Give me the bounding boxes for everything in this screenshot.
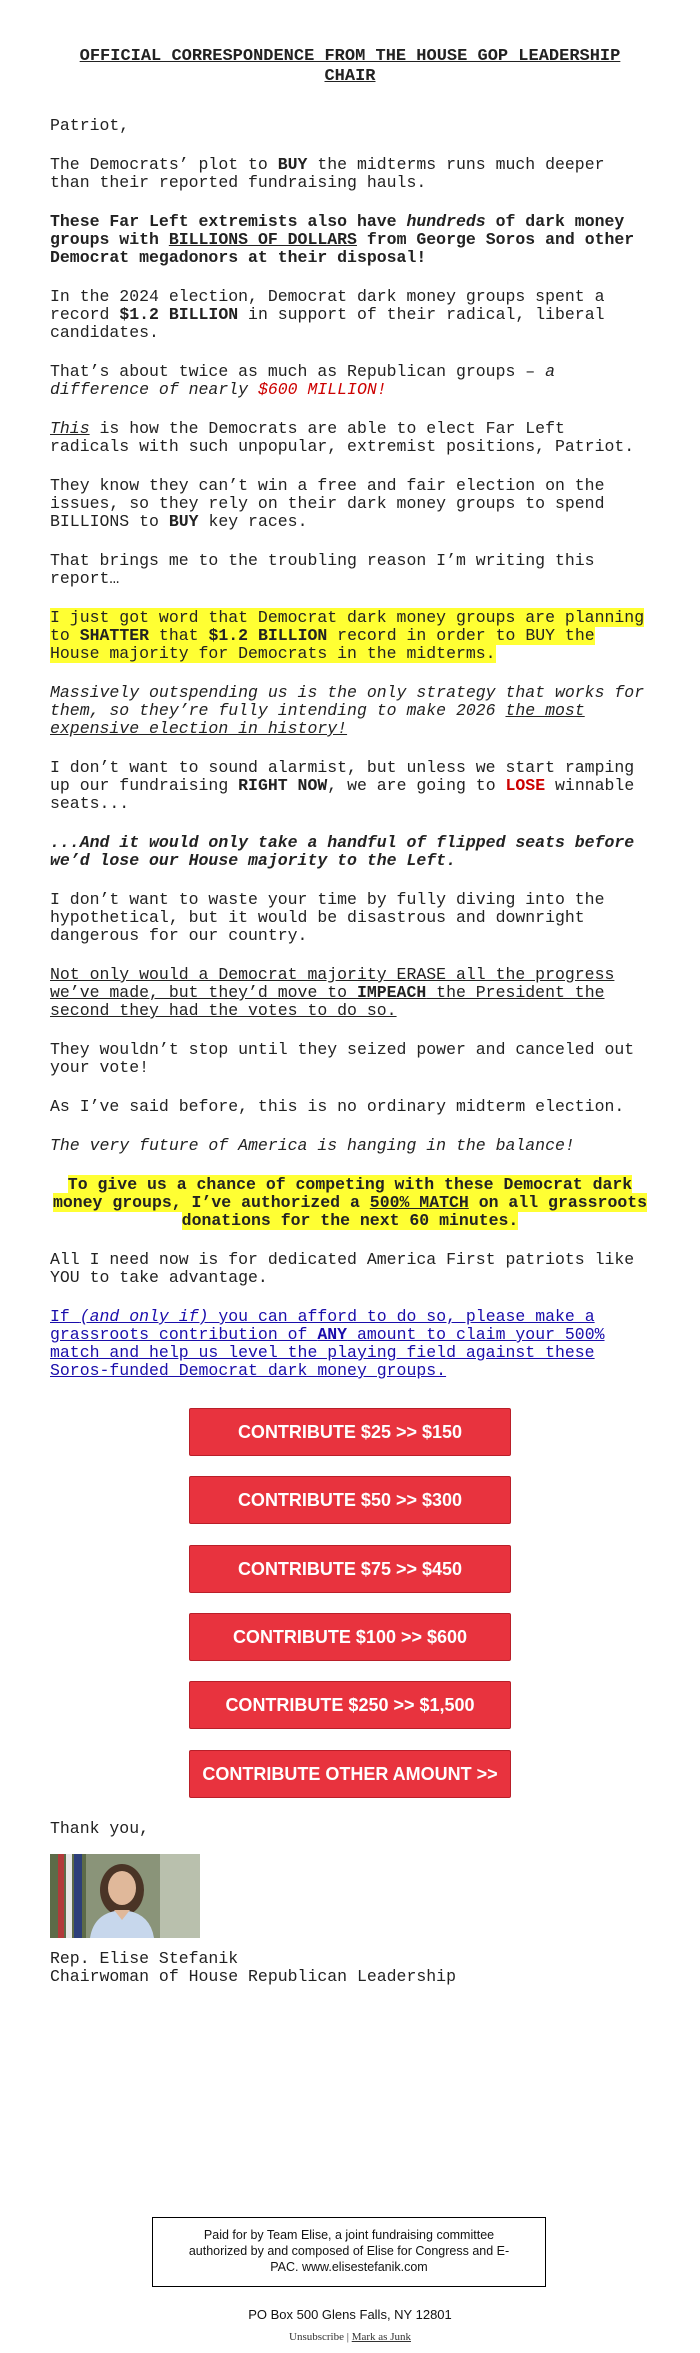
contribute-250-button[interactable]: CONTRIBUTE $250 >> $1,500 [189,1681,511,1729]
mark-as-junk-link[interactable]: Mark as Junk [351,2331,411,2343]
footer-separator: | [344,2331,352,2343]
paid-for-disclaimer: Paid for by Team Elise, a joint fundraising committee authorized by and composed of Elise for Congress and E-PAC. www.elisestefanik.com [152,2217,546,2287]
paragraph-13: Not only would a Democrat majority ERASE all the progress we’ve made, but they’d move to IMPEACH the President the second they had the votes to do so. [50,965,615,1020]
signer-photo [50,1854,200,1938]
paragraph-5: This is how the Democrats are able to elect Far Left radicals with such unpopular, extremist positions, Patriot. [50,419,635,456]
signer-role: Chairwoman of House Republican Leadership [50,1967,456,1986]
thanks-text: Thank you, [50,1819,150,1838]
greeting: Patriot, [50,116,130,135]
paragraph-6: They know they can’t win a free and fair election on the issues, so they rely on their dark money groups to spend BILLIONS to BUY key races. [50,476,605,531]
highlighted-paragraph: I just got word that Democrat dark money groups are planning to SHATTER that $1.2 BILLION record in order to BUY the House majority for Democrats in the midterms. [50,608,645,663]
contribute-25-button[interactable]: CONTRIBUTE $25 >> $150 [189,1408,511,1456]
match-paragraph: To give us a chance of competing with these Democrat dark money groups, I’ve authorized a 500% MATCH on all grassroots donations for the next 60 minutes. [52,1175,648,1230]
paragraph-10: I don’t want to sound alarmist, but unless we start ramping up our fundraising RIGHT NOW, we are going to LOSE winnable seats... [50,758,635,813]
contribute-other-button[interactable]: CONTRIBUTE OTHER AMOUNT >> [189,1750,511,1798]
paragraph-12: I don’t want to waste your time by fully diving into the hypothetical, but it would be disastrous and downright dangerous for our country. [50,890,605,945]
paragraph-16: The very future of America is hanging in the balance! [50,1136,575,1155]
paragraph-11: ...And it would only take a handful of flipped seats before we’d lose our House majority to the Left. [50,833,635,870]
paragraph-4: That’s about twice as much as Republican groups – a difference of nearly $600 MILLION! [50,362,555,399]
paragraph-15: As I’ve said before, this is no ordinary midterm election. [50,1097,625,1116]
page-title: OFFICIAL CORRESPONDENCE FROM THE HOUSE GOP LEADERSHIP CHAIR [79,47,621,86]
contribute-50-button[interactable]: CONTRIBUTE $50 >> $300 [189,1476,511,1524]
paragraph-14: They wouldn’t stop until they seized power and canceled out your vote! [50,1040,635,1077]
contribute-100-button[interactable]: CONTRIBUTE $100 >> $600 [189,1613,511,1661]
paragraph-18: All I need now is for dedicated America First patriots like YOU to take advantage. [50,1250,635,1287]
contribute-link[interactable]: If (and only if) you can afford to do so, please make a grassroots contribution of ANY amount to claim your 500% match and help us level the playing field against these Soros-funded Democrat dark money groups. [50,1307,605,1380]
unsubscribe-link[interactable]: Unsubscribe [289,2331,344,2343]
contribute-75-button[interactable]: CONTRIBUTE $75 >> $450 [189,1545,511,1593]
signer-name: Rep. Elise Stefanik [50,1949,239,1968]
paragraph-2: These Far Left extremists also have hundreds of dark money groups with BILLIONS OF DOLLARS from George Soros and other Democrat megadonors at their disposal! [50,212,635,267]
paragraph-7: That brings me to the troubling reason I’m writing this report… [50,551,595,588]
portrait-image [50,1854,200,1938]
mailing-address: PO Box 500 Glens Falls, NY 12801 [248,2307,452,2322]
paragraph-3: In the 2024 election, Democrat dark money groups spent a record $1.2 BILLION in support of their radical, liberal candidates. [50,287,605,342]
footer-links [0,2331,700,2343]
paragraph-1: The Democrats’ plot to BUY the midterms runs much deeper than their reported fundraising hauls. [50,155,605,192]
contribute-link-paragraph[interactable] [50,1308,650,1380]
paragraph-9: Massively outspending us is the only strategy that works for them, so they’re fully intending to make 2026 the most expensive election in history! [50,683,645,738]
